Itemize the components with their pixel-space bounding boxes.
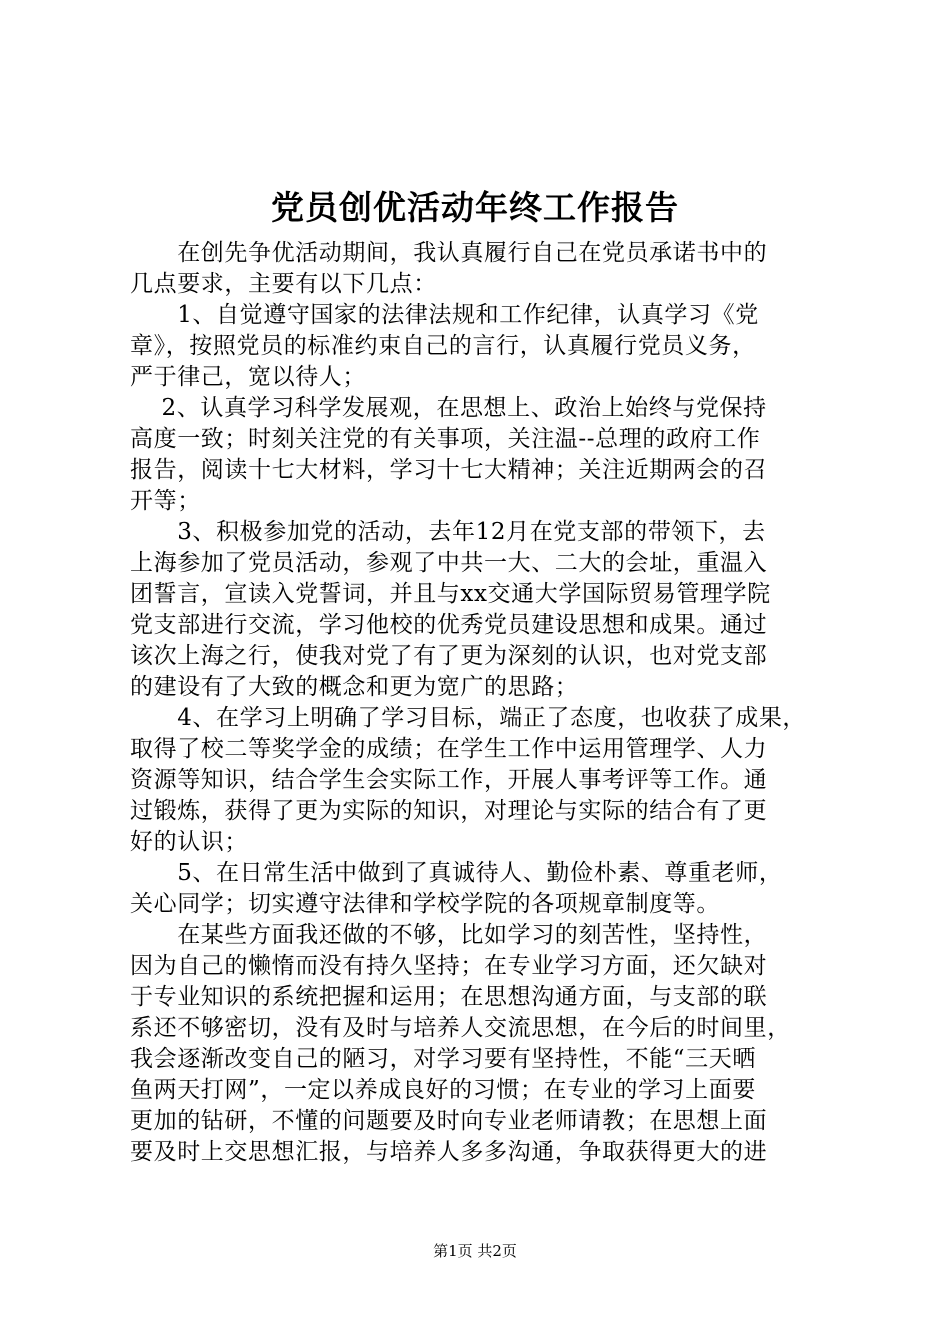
body-line: 在某些方面我还做的不够，比如学习的刻苦性，坚持性， bbox=[130, 922, 768, 948]
body-line: 高度一致；时刻关注党的有关事项，关注温--总理的政府工作 bbox=[130, 426, 761, 452]
body-line: 资源等知识，结合学生会实际工作，开展人事考评等工作。通 bbox=[130, 767, 768, 793]
body-line: 5、在日常生活中做到了真诚待人、勤俭朴素、尊重老师， bbox=[130, 860, 783, 886]
body-line: 3、积极参加党的活动，去年12月在党支部的带领下，去 bbox=[130, 519, 766, 545]
body-line: 该次上海之行，使我对党了有了更为深刻的认识，也对党支部 bbox=[130, 643, 768, 669]
body-line: 更加的钻研，不懂的问题要及时向专业老师请教；在思想上面 bbox=[130, 1108, 768, 1134]
body-line: 在创先争优活动期间，我认真履行自己在党员承诺书中的 bbox=[130, 240, 768, 266]
body-line: 于专业知识的系统把握和运用；在思想沟通方面，与支部的联 bbox=[130, 984, 768, 1010]
body-line: 4、在学习上明确了学习目标，端正了态度，也收获了成果， bbox=[130, 705, 807, 731]
body-line: 要及时上交思想汇报，与培养人多多沟通，争取获得更大的进 bbox=[130, 1139, 768, 1165]
body-line: 取得了校二等奖学金的成绩；在学生工作中运用管理学、人力 bbox=[130, 736, 768, 762]
body-line: 鱼两天打网”，一定以养成良好的习惯；在专业的学习上面要 bbox=[130, 1077, 756, 1103]
body-line: 严于律己，宽以待人； bbox=[130, 364, 366, 390]
body-line: 开等； bbox=[130, 488, 201, 514]
body-line: 1、自觉遵守国家的法律法规和工作纪律，认真学习《党 bbox=[130, 302, 759, 328]
body-line: 关心同学；切实遵守法律和学校学院的各项规章制度等。 bbox=[130, 891, 720, 917]
body-line: 章》，按照党员的标准约束自己的言行，认真履行党员义务， bbox=[130, 333, 756, 359]
body-line: 的建设有了大致的概念和更为宽广的思路； bbox=[130, 674, 579, 700]
document-body bbox=[130, 238, 820, 1168]
document-title: 党员创优活动年终工作报告 bbox=[271, 188, 679, 227]
body-line: 上海参加了党员活动，参观了中共一大、二大的会址，重温入 bbox=[130, 550, 768, 576]
body-line: 好的认识； bbox=[130, 829, 248, 855]
body-line: 我会逐渐改变自己的陋习，对学习要有坚持性，不能“三天晒 bbox=[130, 1046, 756, 1072]
body-line: 团誓言，宣读入党誓词，并且与xx交通大学国际贸易管理学院 bbox=[130, 581, 771, 607]
body-line: 系还不够密切，没有及时与培养人交流思想，在今后的时间里， bbox=[130, 1015, 791, 1041]
page-footer: 第1页 共2页 bbox=[433, 1242, 517, 1260]
body-line: 几点要求，主要有以下几点： bbox=[130, 271, 437, 297]
body-line: 报告，阅读十七大材料，学习十七大精神；关注近期两会的召 bbox=[130, 457, 768, 483]
body-line: 过锻炼，获得了更为实际的知识，对理论与实际的结合有了更 bbox=[130, 798, 768, 824]
body-line: 2、认真学习科学发展观，在思想上、政治上始终与党保持 bbox=[130, 395, 767, 421]
body-line: 党支部进行交流，学习他校的优秀党员建设思想和成果。通过 bbox=[130, 612, 768, 638]
body-line: 因为自己的懒惰而没有持久坚持；在专业学习方面，还欠缺对 bbox=[130, 953, 768, 979]
